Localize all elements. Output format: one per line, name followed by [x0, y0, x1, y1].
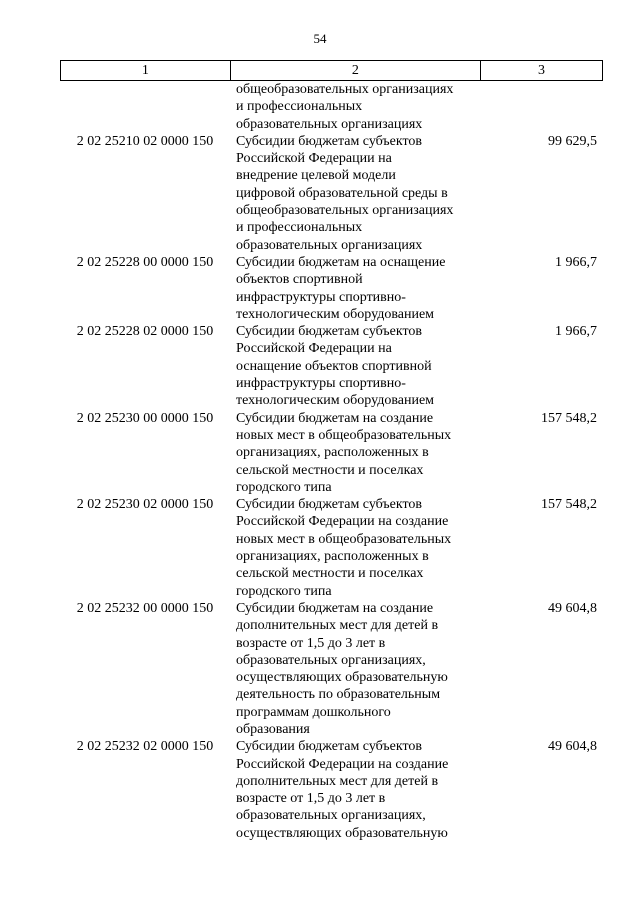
budget-amount: 49 604,8 — [548, 739, 597, 755]
name-line: технологическим оборудованием — [236, 393, 435, 409]
name-line: цифровой образовательной среды в — [236, 185, 448, 201]
column-header-row — [61, 61, 603, 81]
budget-code: 2 02 25230 02 0000 150 — [76, 497, 214, 513]
budget-item-name — [230, 133, 481, 254]
name-line: возрасте от 1,5 до 3 лет в — [236, 635, 386, 651]
table-row — [60, 738, 603, 842]
budget-amount: 49 604,8 — [548, 600, 597, 616]
name-line: новых мест в общеобразовательных — [236, 531, 452, 547]
page-number: 54 — [313, 31, 327, 46]
budget-code: 2 02 25228 02 0000 150 — [76, 324, 214, 340]
budget-item-name — [230, 323, 481, 409]
name-line: технологическим оборудованием — [236, 306, 435, 322]
name-line: Субсидии бюджетам на создание — [236, 410, 434, 426]
name-line: городского типа — [236, 583, 332, 599]
name-line: образования — [236, 721, 310, 737]
column-header-3: 3 — [480, 61, 602, 81]
name-line: и профессиональных — [236, 99, 363, 115]
table-row — [60, 496, 603, 600]
budget-amount: 99 629,5 — [548, 133, 597, 149]
budget-code: 2 02 25228 00 0000 150 — [76, 254, 214, 270]
name-line: осуществляющих образовательную — [236, 670, 448, 686]
name-line: и профессиональных — [236, 220, 363, 236]
name-line: образовательных организациях, — [236, 652, 426, 668]
name-line: сельской местности и поселках — [236, 462, 424, 478]
name-line: городского типа — [236, 479, 332, 495]
name-line: инфраструктуры спортивно- — [236, 289, 406, 305]
budget-item-name — [230, 410, 481, 496]
name-line: оснащение объектов спортивной — [236, 358, 432, 374]
column-header-2: 2 — [230, 61, 480, 81]
budget-table-body — [60, 81, 603, 842]
budget-amount: 1 966,7 — [555, 324, 597, 340]
name-line: организациях, расположенных в — [236, 549, 429, 565]
name-line: внедрение целевой модели — [236, 168, 396, 184]
name-line: общеобразовательных организациях — [236, 203, 454, 219]
budget-amount: 157 548,2 — [541, 497, 597, 513]
budget-item-name — [230, 738, 481, 842]
name-line: дополнительных мест для детей в — [236, 773, 439, 789]
budget-code: 2 02 25230 00 0000 150 — [76, 410, 214, 426]
budget-code: 2 02 25232 02 0000 150 — [76, 739, 214, 755]
name-line: Субсидии бюджетам на создание — [236, 600, 434, 616]
name-line: инфраструктуры спортивно- — [236, 376, 406, 392]
name-line: объектов спортивной — [236, 272, 363, 288]
budget-code: 2 02 25232 00 0000 150 — [76, 600, 214, 616]
table-row — [60, 323, 603, 409]
table-row — [60, 133, 603, 254]
budget-item-name — [230, 254, 481, 323]
budget-item-name — [230, 496, 481, 600]
name-line: деятельность по образовательным — [236, 687, 441, 703]
name-line: Российской Федерации на создание — [236, 514, 449, 530]
name-line: возрасте от 1,5 до 3 лет в — [236, 791, 386, 807]
budget-amount: 1 966,7 — [555, 254, 597, 270]
name-line: Российской Федерации на — [236, 151, 392, 167]
name-line: Российской Федерации на создание — [236, 756, 449, 772]
name-line: организациях, расположенных в — [236, 445, 429, 461]
table-row — [60, 254, 603, 323]
table-row — [60, 81, 603, 133]
budget-item-name — [230, 81, 481, 133]
name-line: общеобразовательных организациях — [236, 82, 454, 97]
name-line: программам дошкольного — [236, 704, 391, 720]
table-row — [60, 600, 603, 738]
budget-code: 2 02 25210 02 0000 150 — [76, 133, 214, 149]
budget-amount: 157 548,2 — [541, 410, 597, 426]
name-line: Субсидии бюджетам субъектов — [236, 739, 423, 755]
name-line: Российской Федерации на — [236, 341, 392, 357]
column-header-1: 1 — [61, 61, 231, 81]
name-line: Субсидии бюджетам субъектов — [236, 497, 423, 513]
name-line: сельской местности и поселках — [236, 566, 424, 582]
name-line: дополнительных мест для детей в — [236, 618, 439, 634]
name-line: Субсидии бюджетам субъектов — [236, 133, 423, 149]
name-line: новых мест в общеобразовательных — [236, 427, 452, 443]
name-line: образовательных организациях — [236, 237, 423, 253]
name-line: образовательных организациях, — [236, 808, 426, 824]
name-line: Субсидии бюджетам субъектов — [236, 324, 423, 340]
column-header-table — [60, 60, 603, 81]
budget-item-name — [230, 600, 481, 738]
name-line: образовательных организациях — [236, 116, 423, 132]
name-line: Субсидии бюджетам на оснащение — [236, 254, 446, 270]
table-row — [60, 410, 603, 496]
name-line: осуществляющих образовательную — [236, 825, 448, 841]
